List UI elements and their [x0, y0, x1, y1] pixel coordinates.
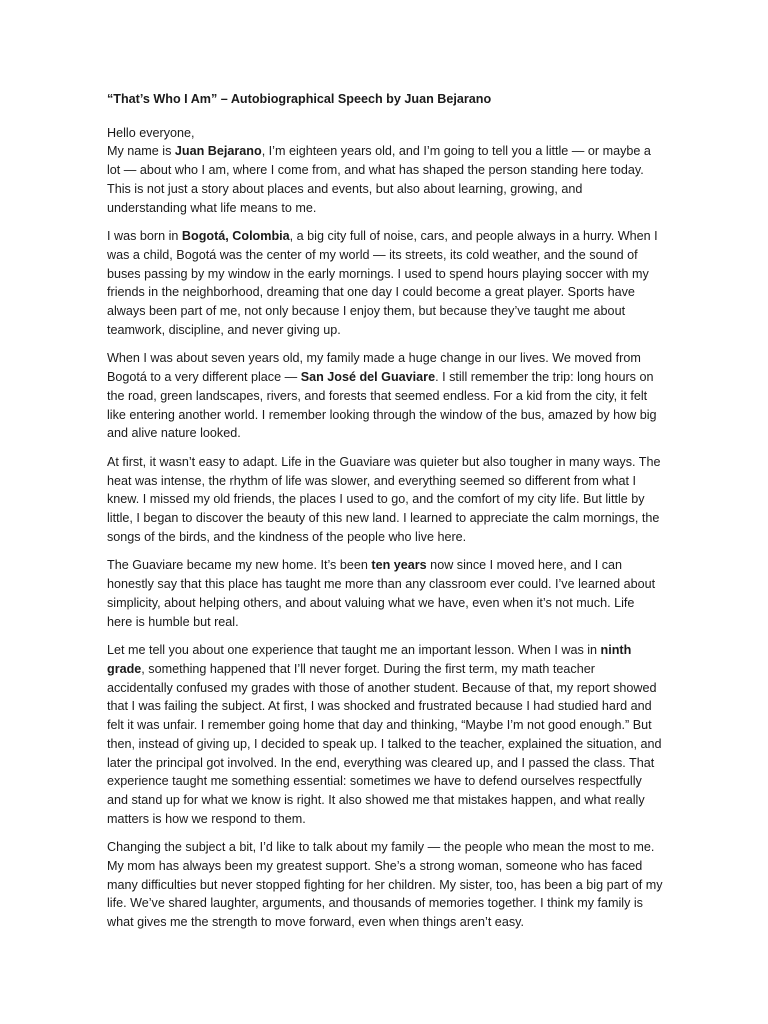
text-run: The Guaviare became my new home. It’s been — [107, 558, 372, 573]
text-run: now since I moved here, and I can honestly say that this place has taught me more than any classroom ever could. I’ve learned about simplicity, about helping others, and about valuing what we have, even when it’s not much. Life here is humble but real. — [107, 558, 656, 629]
document-title: “That’s Who I Am” – Autobiographical Speech by Juan Bejarano — [107, 92, 492, 106]
paragraph — [107, 124, 663, 218]
paragraph — [107, 838, 663, 932]
paragraph — [107, 349, 663, 443]
text-run: My name is — [107, 144, 175, 159]
bold-text: Bogotá, Colombia — [181, 229, 290, 244]
text-run: , something happened that I’ll never forget. During the first term, my math teacher accidentally confused my grades with those of another student. Because of that, my report showed that I was failing the subject. At first, I was shocked and frustrated because I had studied hard and felt it was unfair. I remember going home that day and thinking, “Maybe I’m not good enough.” But then, instead of giving up, I decided to speak up. I talked to the teacher, explained the situation, and later the principal got involved. In the end, everything was cleared up, and I passed the class. That experience taught me something essential: sometimes we have to defend ourselves respectfully and stand up for what we know is right. It also showed me that mistakes happen, and what really matters is how we respond to them. — [107, 661, 662, 826]
paragraph — [107, 227, 663, 339]
text-run: Hello everyone, — [107, 125, 195, 140]
document-page — [107, 90, 663, 942]
text-run: Let me tell you about one experience that taught me an important lesson. When I was in — [107, 643, 601, 658]
text-run: When I was about seven years old, my family made a huge change in our lives. We moved from Bogotá to a very different place — — [107, 351, 641, 385]
paragraph — [107, 641, 663, 828]
bold-text: ten years — [371, 558, 427, 573]
bold-text: San José del Guaviare — [300, 370, 436, 385]
document-body — [107, 124, 663, 932]
text-run: . I still remember the trip: long hours on the road, green landscapes, rivers, and forests that seemed endless. For a kid from the city, it felt like entering another world. I remember looking through the window of the bus, amazed by how big and alive nature looked. — [107, 370, 657, 441]
bold-text: ninth grade — [107, 643, 632, 676]
text-run: Changing the subject a bit, I’d like to talk about my family — the people who mean the most to me. My mom has always been my greatest support. She’s a strong woman, someone who has faced many difficulties but never stopped fighting for her children. My sister, too, has been a big part of my life. We’ve shared laughter, arguments, and thousands of memories together. I think my family is what gives me the strength to move forward, even when things aren’t easy. — [107, 840, 663, 930]
text-run: At first, it wasn’t easy to adapt. Life in the Guaviare was quieter but also tougher in many ways. The heat was intense, the rhythm of life was slower, and everything seemed so different from what I knew. I missed my old friends, the places I used to go, and the comfort of my city life. But little by little, I began to discover the beauty of this new land. I learned to appreciate the calm mornings, the songs of the birds, and the kindness of the people who live here. — [107, 454, 661, 544]
bold-text: Juan Bejarano — [174, 144, 262, 159]
text-run: I was born in — [107, 229, 182, 244]
text-run: , I’m eighteen years old, and I’m going to tell you a little — or maybe a lot — about who I am, where I come from, and what has shaped the person standing here today. This is not just a story about places and events, but also about learning, growing, and understanding what life means to me. — [107, 144, 651, 215]
paragraph — [107, 453, 663, 547]
paragraph — [107, 556, 663, 631]
text-run: , a big city full of noise, cars, and people always in a hurry. When I was a child, Bogotá was the center of my world — its streets, its cold weather, and the sound of buses passing by my window in the early mornings. I used to spend hours playing soccer with my friends in the neighborhood, dreaming that one day I could become a great player. Sports have always been part of me, not only because I enjoy them, but because they’ve taught me about teamwork, discipline, and never giving up. — [107, 229, 658, 337]
